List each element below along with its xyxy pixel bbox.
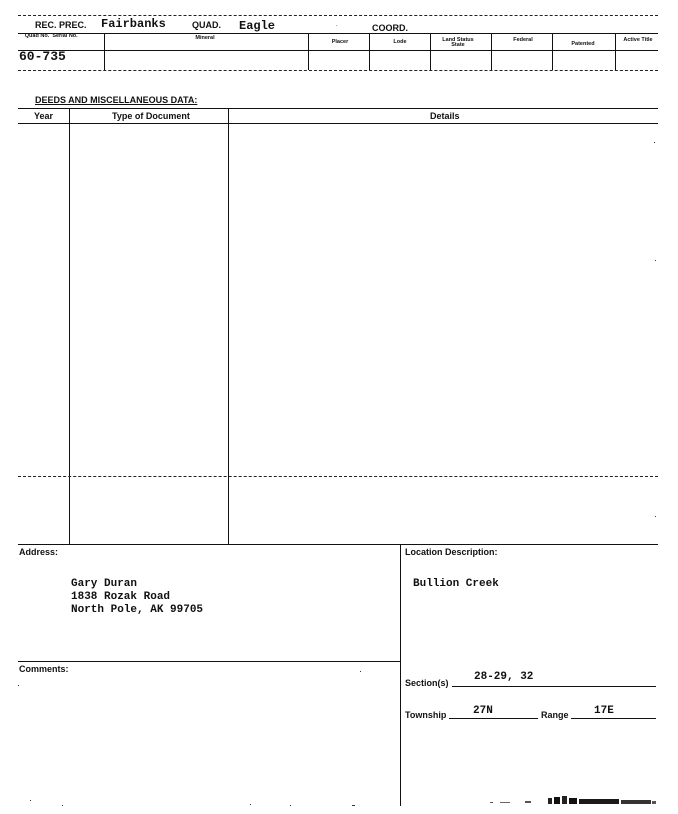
divider-v [369, 33, 370, 70]
address-label: Address: [19, 547, 59, 557]
divider-v [104, 33, 105, 70]
sections-value: 28-29, 32 [474, 671, 534, 683]
range-label: Range [541, 710, 569, 720]
quad-value: Eagle [239, 19, 276, 33]
deeds-dashed-rule [18, 476, 658, 477]
rec-prec-label: REC. PREC. [35, 20, 87, 30]
address-line-1: Gary Duran [71, 578, 138, 590]
divider-v [430, 33, 431, 70]
address-line-2: 1838 Rozak Road [71, 591, 171, 603]
rec-prec-value: Fairbanks [101, 17, 166, 31]
scan-speck [655, 260, 656, 261]
header-rule [18, 33, 658, 34]
quad-label: QUAD. [192, 20, 221, 30]
sections-label: Section(s) [405, 678, 449, 688]
scan-speck [655, 516, 656, 517]
col-quad-no: Quad No. [24, 33, 50, 39]
deeds-header-rule [18, 123, 658, 124]
header-bottom-dashed-rule [18, 70, 658, 71]
comments-top-rule [18, 661, 400, 662]
address-block [71, 578, 203, 617]
deeds-divider-type [228, 108, 229, 544]
deeds-top-rule [18, 108, 658, 109]
deeds-heading: DEEDS AND MISCELLANEOUS DATA: [35, 95, 198, 105]
coord-label: COORD. [372, 23, 408, 33]
col-federal: Federal [513, 37, 533, 43]
comments-label: Comments: [19, 664, 69, 674]
location-description-label: Location Description: [405, 547, 498, 557]
col-land-status-state: Land Status State [442, 37, 474, 48]
divider-v [308, 33, 309, 70]
col-active-title: Active Title [623, 37, 653, 43]
scan-speck [360, 671, 361, 672]
scan-speck [18, 685, 19, 686]
scan-speck [30, 800, 31, 801]
divider-v [552, 33, 553, 70]
quad-serial-value: 60-735 [19, 49, 66, 64]
divider-v [615, 33, 616, 70]
location-value: Bullion Creek [413, 578, 499, 590]
col-patented: Patented [571, 41, 595, 47]
address-location-divider [400, 544, 401, 806]
address-line-3: North Pole, AK 99705 [71, 604, 204, 616]
scan-smudge [490, 794, 658, 806]
address-top-rule [18, 544, 658, 545]
township-underline [449, 718, 538, 719]
col-serial-no: Serial No. [52, 33, 78, 39]
range-value: 17E [594, 705, 614, 717]
scan-speck [352, 805, 355, 806]
col-mineral: Mineral [195, 35, 215, 41]
scan-speck [250, 804, 251, 805]
column-header-rule [18, 50, 658, 51]
top-dashed-rule [18, 15, 658, 16]
scan-speck [62, 805, 63, 806]
speck-mark: . [336, 22, 338, 28]
scan-speck [654, 142, 655, 143]
col-placer: Placer [331, 39, 349, 45]
township-label: Township [405, 710, 447, 720]
deeds-divider-year [69, 108, 70, 544]
divider-v [491, 33, 492, 70]
col-lode: Lode [393, 39, 407, 45]
range-underline [571, 718, 656, 719]
col-year: Year [34, 111, 54, 121]
sections-underline [452, 686, 656, 687]
col-details: Details [430, 111, 460, 121]
scan-speck [290, 805, 291, 806]
col-type-of-document: Type of Document [112, 111, 190, 121]
township-value: 27N [473, 705, 493, 717]
